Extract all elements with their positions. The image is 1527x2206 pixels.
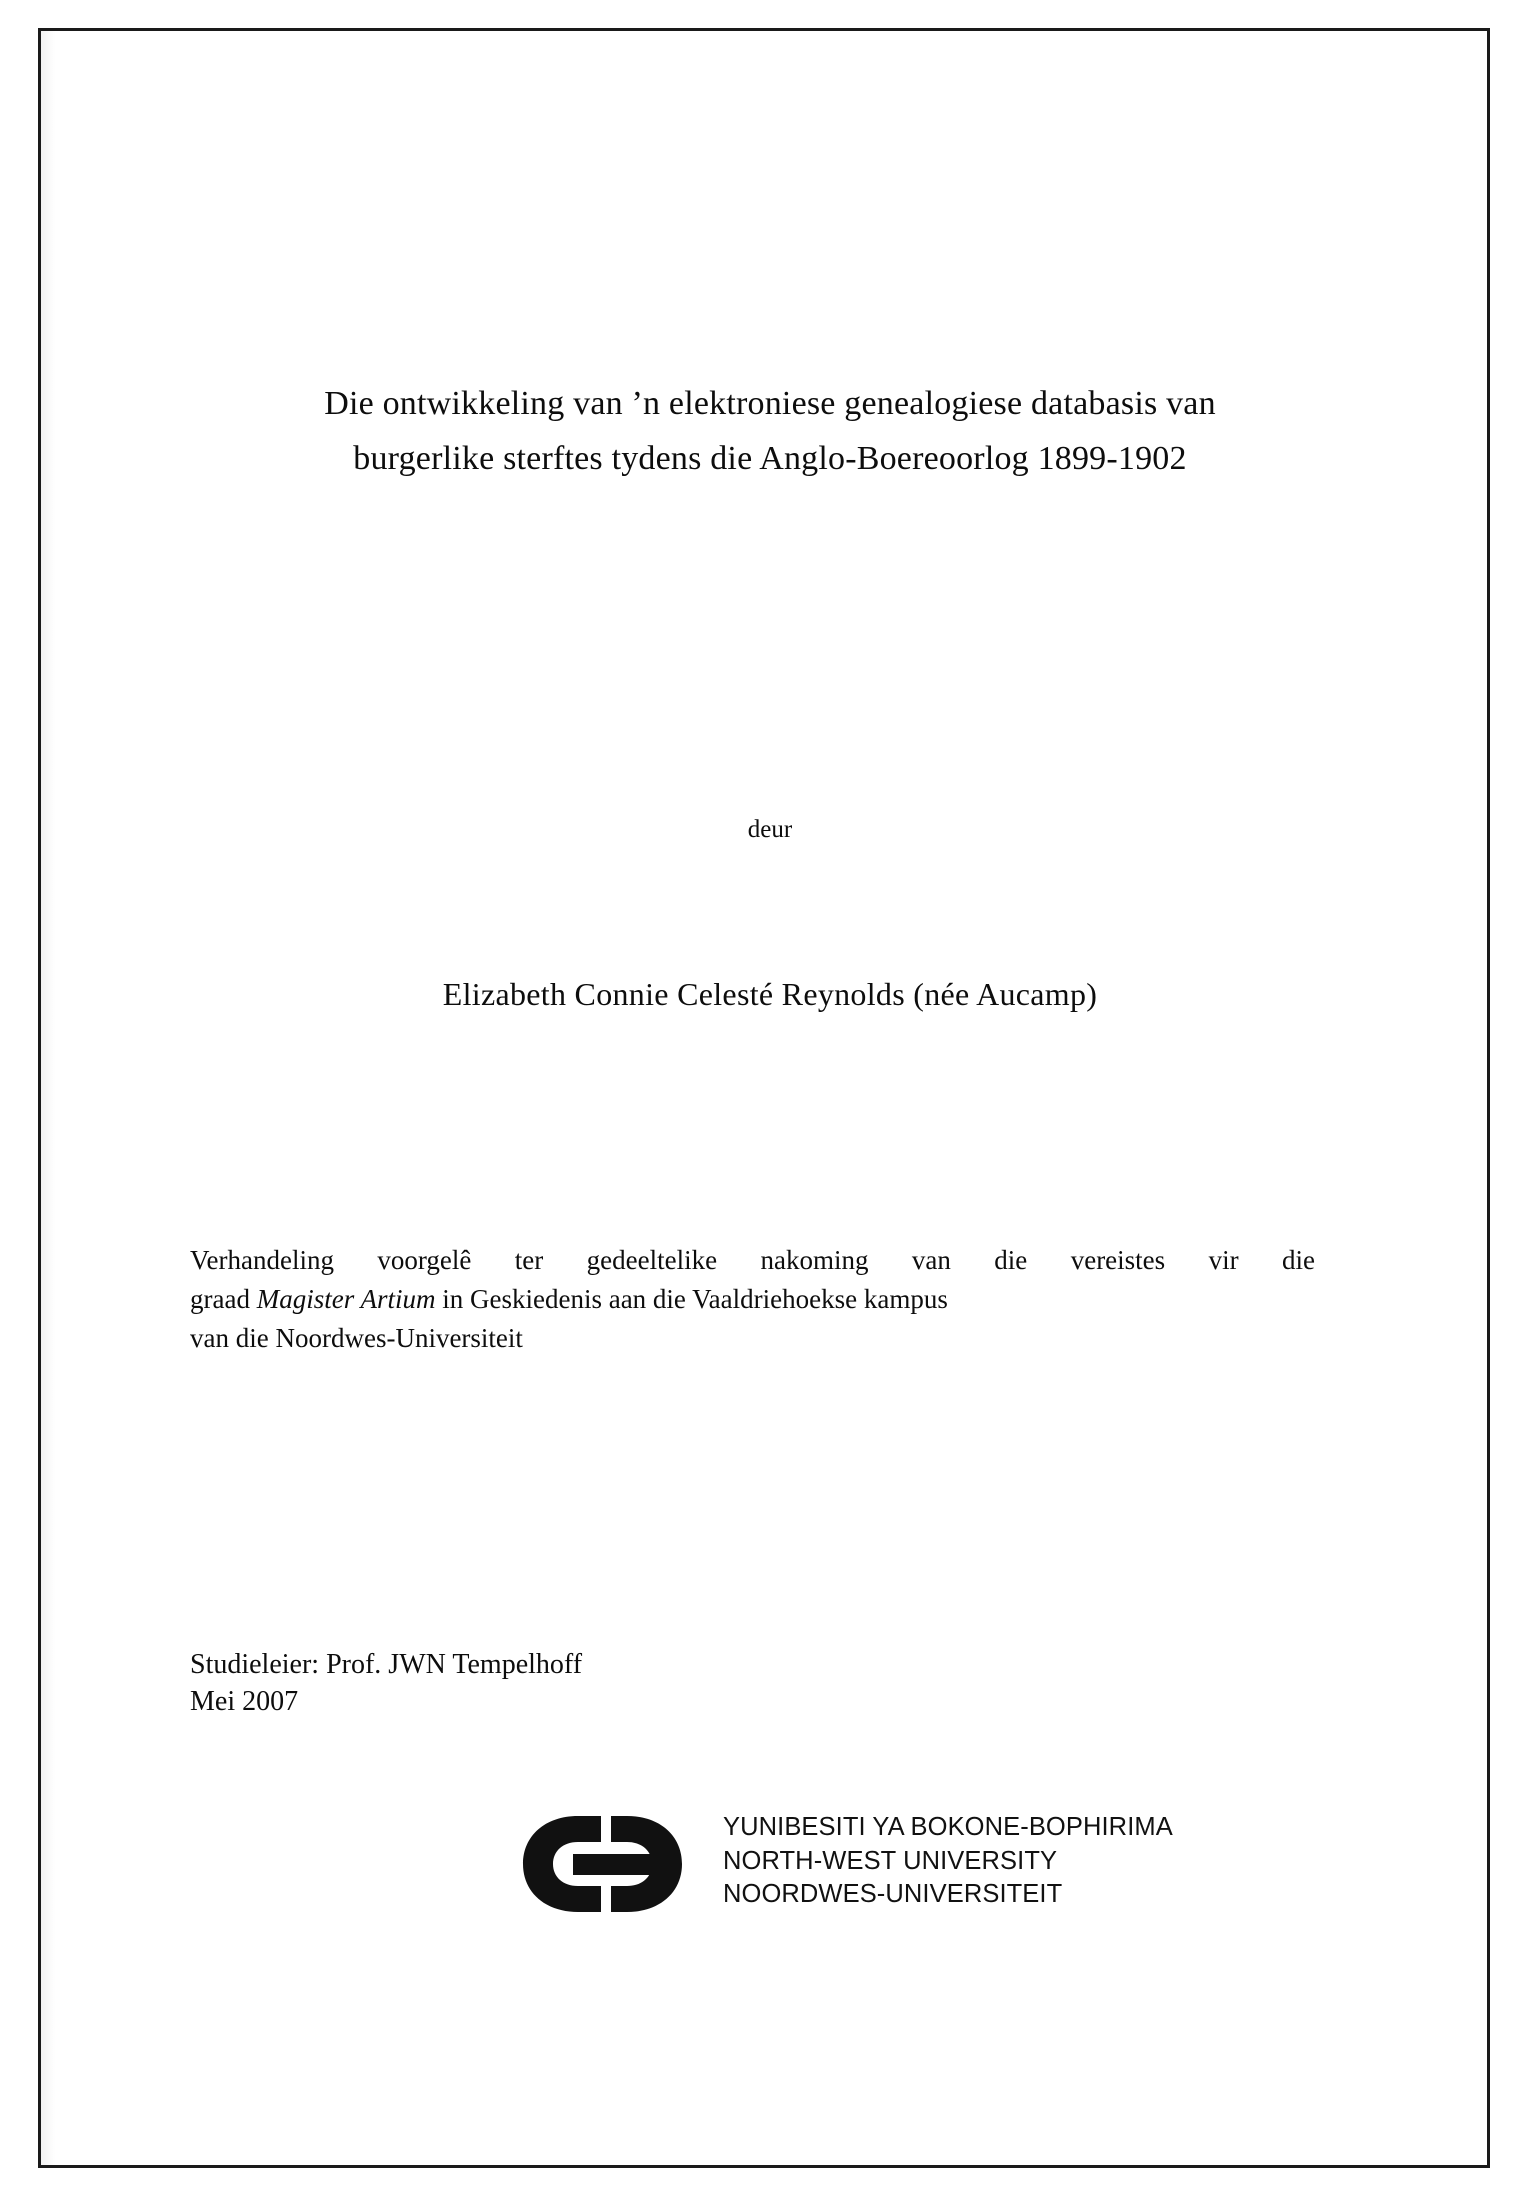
university-logo [480, 1806, 1180, 1926]
logo-text-line-3: NOORDWES-UNIVERSITEIT [723, 1880, 1063, 1909]
degree-statement-line-2-suffix: in Geskiedenis aan die Vaaldriehoekse kampus [435, 1283, 948, 1314]
degree-statement-line-1: Verhandeling voorgelê ter gedeeltelike nakoming van die vereistes vir die [190, 1245, 1315, 1275]
north-west-university-logo-mark-icon [515, 1810, 705, 1918]
supervisor-line: Studieleier: Prof. JWN Tempelhoff [190, 1649, 583, 1680]
logo-text-line-2: NORTH-WEST UNIVERSITY [723, 1846, 1058, 1875]
supervisor-and-date [190, 1646, 1090, 1720]
title-line-2: burgerlike sterftes tydens die Anglo-Boereoorlog 1899-1902 [353, 440, 1187, 478]
title-page-content [150, 31, 1390, 2165]
degree-statement-line-2 [190, 1280, 1315, 1319]
page-title [185, 376, 1355, 486]
by-label: deur [747, 816, 793, 843]
degree-statement [190, 1241, 1315, 1358]
author-name: Elizabeth Connie Celesté Reynolds (née Aucamp) [442, 976, 1098, 1012]
logo-text-line-1: YUNIBESITI YA BOKONE-BOPHIRIMA [723, 1813, 1173, 1841]
title-line-1: Die ontwikkeling van ’n elektroniese genealogiese databasis van [324, 385, 1216, 422]
date-line: Mei 2007 [190, 1686, 299, 1718]
degree-statement-line-2-prefix: graad [190, 1283, 257, 1314]
degree-name-italic: Magister Artium [256, 1283, 436, 1314]
university-logo-text [723, 1811, 1173, 1912]
degree-statement-line-3: van die Noordwes-Universiteit [190, 1322, 523, 1353]
